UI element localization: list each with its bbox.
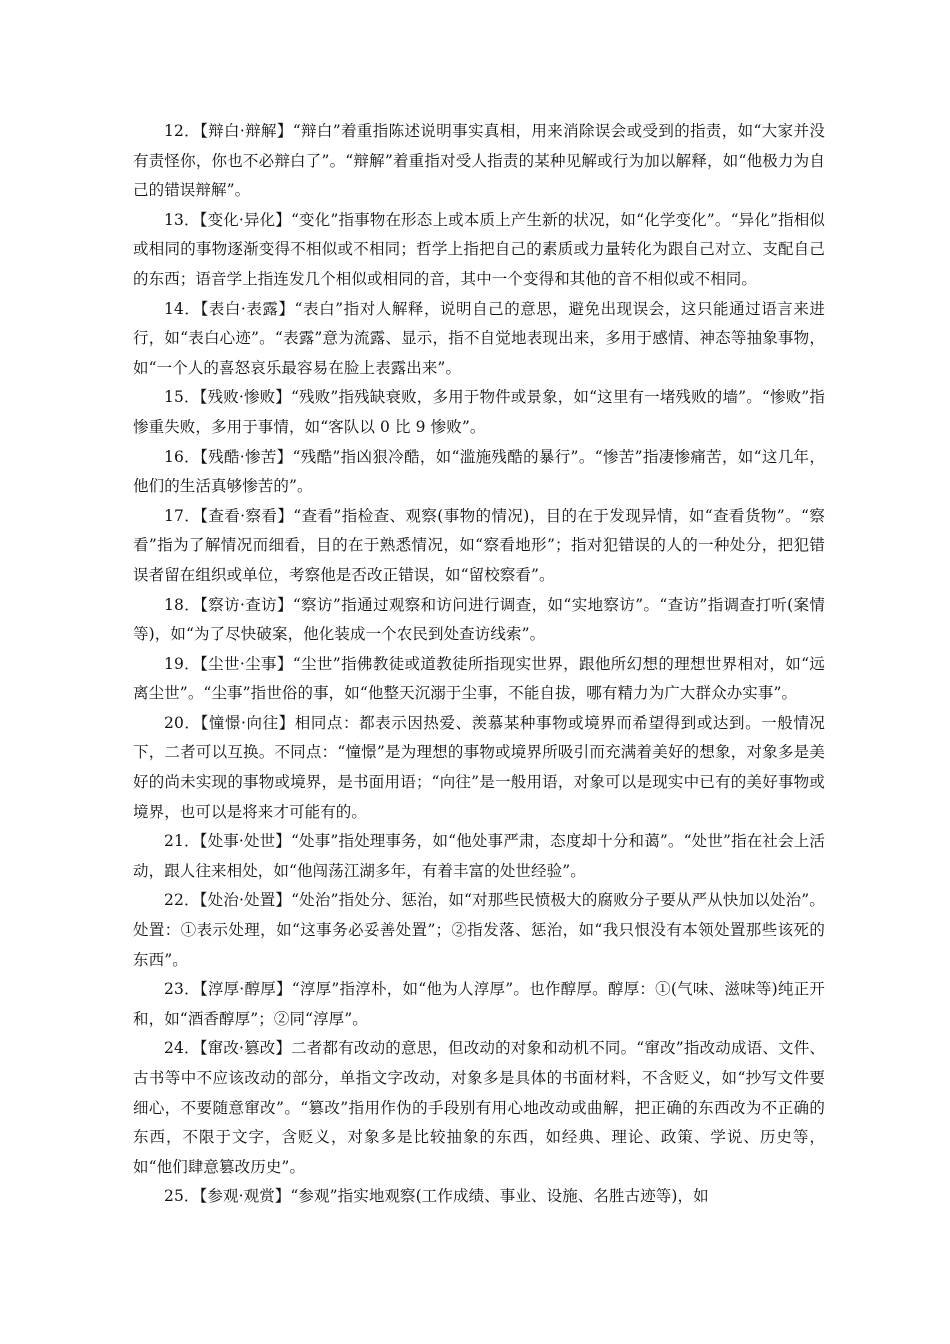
entry-13: 13．【变化·异化】“变化”指事物在形态上或本质上产生新的状况，如“化学变化”。“异化”指相似或相同的事物逐渐变得不相似或不相同；哲学上指把自己的素质或力量转化为跟自己对立、支配自己的东西；语音学上指连发几个相似或相同的音，其中一个变得和其他的音不相似或不相同。: [133, 210, 825, 288]
entry-20: 20．【憧憬·向往】相同点：都表示因热爱、羡慕某种事物或境界而希望得到或达到。一般情况下，二者可以互换。不同点：“憧憬”是为理想的事物或境界所吸引而充满着美好的想象，对象多是美好的尚未实现的事物或境界，是书面用语；“向往”是一般用语，对象可以是现实中已有的美好事物或境界，也可以是将来才可能有的。: [133, 713, 825, 821]
entry-18: 18．【察访·查访】“察访”指通过观察和访问进行调查，如“实地察访”。“查访”指调查打听(案情等)，如“为了尽快破案，他化装成一个农民到处查访线索”。: [133, 595, 825, 644]
entry-16: 16．【残酷·惨苦】“残酷”指凶狠冷酷，如“滥施残酷的暴行”。“惨苦”指凄惨痛苦，如“这几年，他们的生活真够惨苦的”。: [133, 447, 825, 496]
entry-22: 22．【处治·处置】“处治”指处分、惩治，如“对那些民愤极大的腐败分子要从严从快加以处治”。处置：①表示处理，如“这事务必妥善处置”；②指发落、惩治，如“我只恨没有本领处置那些该死的东西”。: [133, 891, 825, 969]
entry-17: 17．【查看·察看】“查看”指检查、观察(事物的情况)，目的在于发现异情，如“查看货物”。“察看”指为了解情况而细看，目的在于熟悉情况，如“察看地形”；指对犯错误的人的一种处分，把犯错误者留在组织或单位，考察他是否改正错误，如“留校察看”。: [133, 506, 825, 584]
entry-25: 25．【参观·观赏】“参观”指实地观察(工作成绩、事业、设施、名胜古迹等)，如: [164, 1187, 709, 1206]
entry-12: 12．【辩白·辩解】“辩白”着重指陈述说明事实真相，用来消除误会或受到的指责，如“大家并没有责怪你，你也不必辩白了”。“辩解”着重指对受人指责的某种见解或行为加以解释，如“他极力为自己的错误辩解”。: [133, 122, 825, 200]
entry-21: 21．【处事·处世】“处事”指处理事务，如“他处事严肃，态度却十分和蔼”。“处世”指在社会上活动，跟人往来相处，如“他闯荡江湖多年，有着丰富的处世经验”。: [133, 832, 825, 880]
entry-19: 19．【尘世·尘事】“尘世”指佛教徒或道教徒所指现实世界，跟他所幻想的理想世界相对，如“远离尘世”。“尘事”指世俗的事，如“他整天沉溺于尘事，不能自拔，哪有精力为广大群众办实事”。: [133, 654, 825, 703]
entry-23: 23．【淳厚·醇厚】“淳厚”指淳朴，如“他为人淳厚”。也作醇厚。醇厚：①(气味、滋味等)纯正开和，如“酒香醇厚”；②同“淳厚”。: [133, 980, 825, 1028]
entry-14: 14．【表白·表露】“表白”指对人解释，说明自己的意思，避免出现误会，这只能通过语言来进行，如“表白心迹”。“表露”意为流露、显示，指不自觉地表现出来，多用于感情、神态等抽象事物，如“一个人的喜怒哀乐最容易在脸上表露出来”。: [133, 299, 825, 377]
entry-15: 15．【残败·惨败】“残败”指残缺衰败，多用于物件或景象，如“这里有一堵残败的墙”。“惨败”指惨重失败，多用于事情，如“客队以 0 比 9 惨败”。: [133, 388, 825, 436]
entry-24: 24．【窜改·篡改】二者都有改动的意思，但改动的对象和动机不同。“窜改”指改动成语、文件、古书等中不应该改动的部分，单指文字改动，对象多是具体的书面材料，不含贬义，如“抄写文件要细心，不要随意窜改”。“篡改”指用作伪的手段别有用心地改动或曲解，把正确的东西改为不正确的东西，不限于文字，含贬义，对象多是比较抽象的东西，如经典、理论、政策、学说、历史等，如“他们肆意篡改历史”。: [133, 1039, 825, 1176]
